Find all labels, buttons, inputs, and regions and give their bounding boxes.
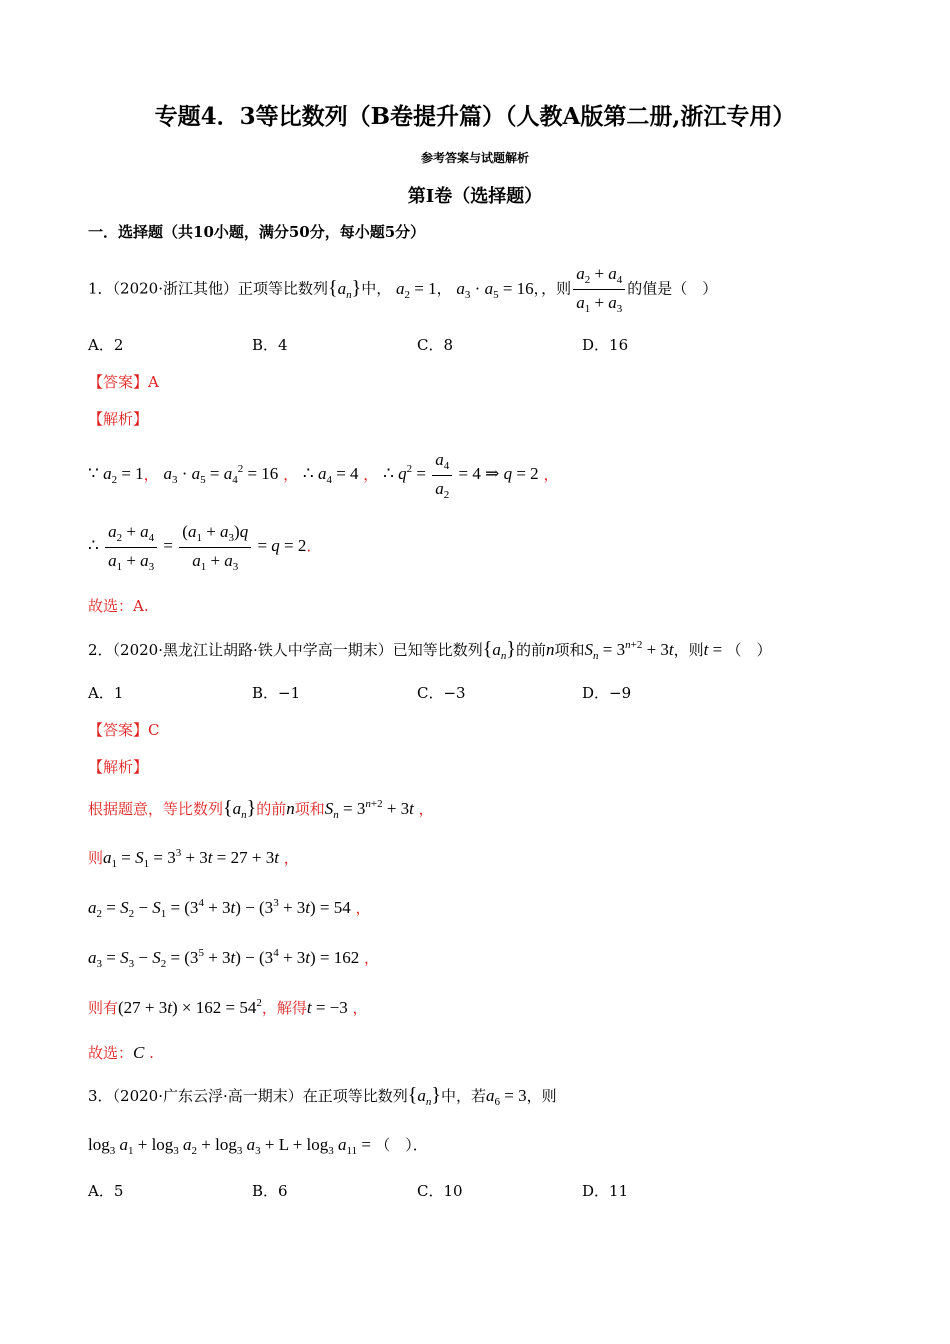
section-heading: 一．选择题（共10小题，满分50分，每小题5分） [88,223,426,241]
question-3: 3．（2020·广东云浮·高一期末）在正项等比数列$\{a_n\}$中，若$a_6 = 3$，则 [88,1084,557,1108]
q1-conclusion: 故选：A. [88,597,149,615]
q3-option-d: D．11 [582,1182,629,1200]
q1-mid: 中， [361,279,392,298]
q2-analysis-line-2: 则$a_1 = S_1 = 3^3 + 3t = 27 + 3t$ ， [88,847,299,870]
q2-prefix: 2．（2020·黑龙江让胡路·铁人中学高一期末）已知等比数列 [88,641,483,659]
q2-analysis-line-5: 则有$(27 + 3t) \times 162 = 54^2$，解得t = −3 ， [88,997,368,1017]
q2-conclusion: 故选：C . [88,1043,154,1062]
q2-option-c: C．−3 [417,684,466,702]
question-1: 1．（2020·浙江其他）正项等比数列$\{a_n\}$中， $a_2 = 1$， $a_3 \cdot a_5 = 16$，，则 $\frac{a_2 + a_4}{a_1 + a_3}$ 的值是（ ） [88,264,718,315]
q1-tail: 的值是（ ） [627,279,718,298]
q2-analysis-label: 【解析】 [88,758,149,776]
q1-option-d: D．16 [582,336,629,354]
q1-option-b: B．4 [252,336,288,354]
q2-tail2: （ ） [726,641,772,659]
q1-then: ，则 [541,279,572,298]
q1-analysis-label: 【解析】 [88,410,149,428]
q1-analysis-line-1: ∵ $a_2 = 1$， $a_3 \cdot a_5 = a_4^2 = 16$ ， ∴ $a_4 = 4$ ， ∴ $q^2$ = $\frac{a_4}{a_2}$ = 4 ⇒ q = 2 ， [88,450,559,501]
q2-mid: 的前 [515,641,546,659]
page-subtitle: 参考答案与试题解析 [420,151,529,165]
q1-option-c: C．8 [417,336,454,354]
page-title: 专题4．3等比数列（B卷提升篇）（人教A版第二册,浙江专用） [154,103,796,130]
q2-analysis-line-1: 根据题意，等比数列$\{a_n\}$的前n项和$S_n = 3^{n+2} + 3t$ ， [88,797,434,821]
q2-option-d: D．−9 [582,684,632,702]
q1-prefix: 1．（2020·浙江其他）正项等比数列 [88,279,328,298]
q3-option-c: C．10 [417,1182,463,1200]
q2-analysis-line-4: $a_3 = S_3 - S_2 = (3^5 + 3t) - (3^4 + 3t) = 162$ ， [88,947,380,970]
question-3-expression: $\log_3 a_1 + \log_3 a_2 + \log_3 a_3 + L + \log_3 a_{11}$ = （ ）． [88,1135,428,1157]
q1-analysis-line-2: ∴ $\frac{a_2 + a_4}{a_1 + a_3}$ = $\frac{(a_1 + a_3)q}{a_1 + a_3}$ = q = 2. [88,522,312,573]
q2-tail: ，则 [673,641,704,659]
q2-answer: 【答案】C [88,721,160,739]
q1-option-a: A．2 [88,336,124,354]
volume-heading: 第Ⅰ卷（选择题） [407,186,543,207]
q1-answer: 【答案】A [88,373,159,391]
q2-analysis-line-3: $a_2 = S_2 - S_1 = (3^4 + 3t) - (3^3 + 3t) = 54$ ， [88,897,371,920]
q2-mid2: 项和 [554,641,585,659]
q3-option-a: A．5 [88,1182,124,1200]
q3-option-b: B．6 [252,1182,288,1200]
question-2: 2．（2020·黑龙江让胡路·铁人中学高一期末）已知等比数列$\{a_n\}$的前n项和$S_n = 3^{n+2} + 3t$，则t = （ ） [88,638,772,662]
q2-option-a: A．1 [88,684,124,702]
q2-option-b: B．−1 [252,684,301,702]
